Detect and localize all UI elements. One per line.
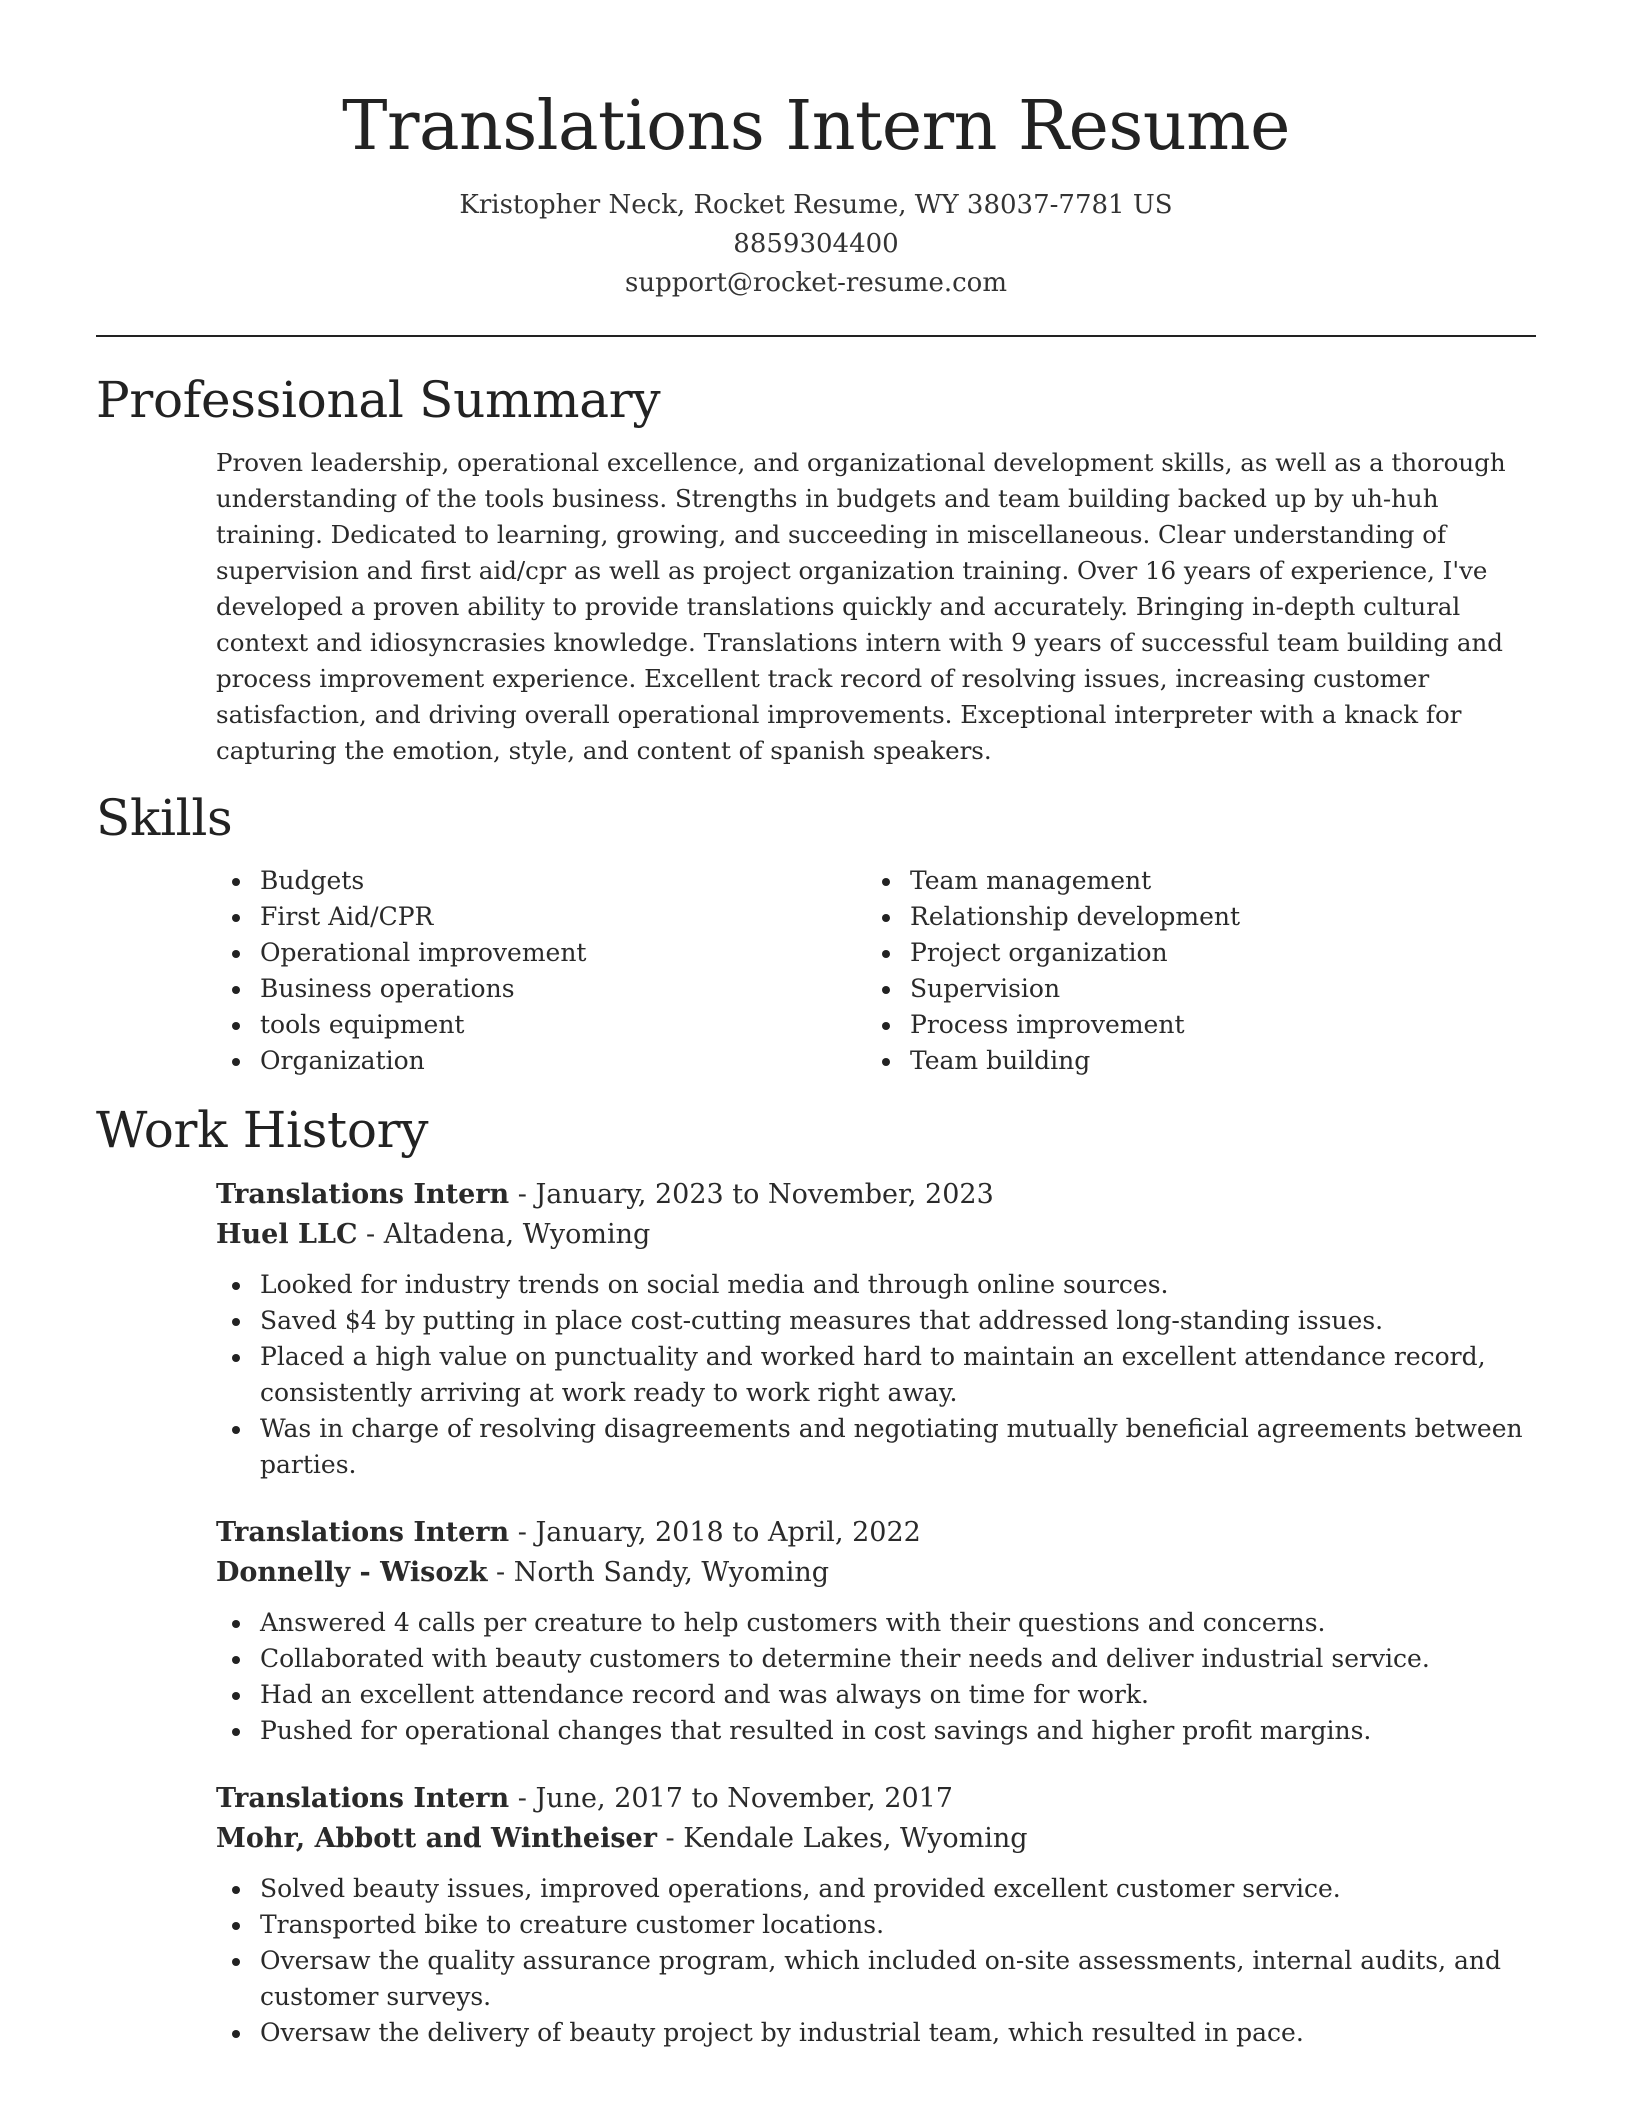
- job-company: Mohr, Abbott and Wintheiser: [216, 1823, 657, 1854]
- job-bullet: Placed a high value on punctuality and worked hard to maintain an excellent attendance record, consistently arriving at work ready to work right away.: [216, 1339, 1536, 1411]
- job-company: Donnelly - Wisozk: [216, 1557, 488, 1588]
- job-bullet: Saved $4 by putting in place cost-cutting measures that addressed long-standing issues.: [216, 1303, 1536, 1339]
- skill-item: First Aid/CPR: [216, 899, 866, 935]
- job-entry: [216, 1175, 1536, 1483]
- job-bullet: Was in charge of resolving disagreements and negotiating mutually beneficial agreements between parties.: [216, 1411, 1536, 1483]
- work-history-heading: Work History: [96, 1101, 429, 1159]
- skills-heading: Skills: [96, 789, 233, 847]
- job-title: Translations Intern: [216, 1179, 510, 1210]
- resume-title: Translations Intern Resume: [342, 87, 1290, 166]
- job-bullet: Oversaw the delivery of beauty project by industrial team, which resulted in pace.: [216, 2015, 1536, 2051]
- contact-block: [96, 186, 1536, 303]
- job-bullets: [216, 1605, 1536, 1749]
- job-bullets: [216, 1871, 1536, 2051]
- header-divider: [96, 335, 1536, 337]
- summary-text: Proven leadership, operational excellence, and organizational development skills, as well as a thorough understanding of the tools business. Strengths in budgets and team building backed up by uh-huh training. Dedicated to learning, growing, and succeeding in miscellaneous. Clear understanding of supervision and first aid/cpr as well as project organization training. Over 16 years of experience, I've developed a proven ability to provide translations quickly and accurately. Bringing in-depth cultural context and idiosyncrasies knowledge. Translations intern with 9 years of successful team building and process improvement experience. Excellent track record of resolving issues, increasing customer satisfaction, and driving overall operational improvements. Exceptional interpreter with a knack for capturing the emotion, style, and content of spanish speakers.: [216, 448, 1506, 765]
- job-dates: - January, 2023 to November, 2023: [509, 1179, 994, 1210]
- skill-item: Business operations: [216, 971, 866, 1007]
- skill-item: Organization: [216, 1043, 866, 1079]
- job-bullet: Collaborated with beauty customers to determine their needs and deliver industrial service.: [216, 1641, 1536, 1677]
- job-location: - Altadena, Wyoming: [357, 1219, 651, 1250]
- summary-heading: Professional Summary: [96, 371, 661, 429]
- contact-email: support@rocket-resume.com: [624, 268, 1007, 298]
- skills-list: [216, 863, 1536, 1079]
- skill-item: Project organization: [866, 935, 1516, 971]
- resume-page: [96, 0, 1536, 2051]
- skill-item: Team management: [866, 863, 1516, 899]
- job-title: Translations Intern: [216, 1783, 510, 1814]
- skill-item: Process improvement: [866, 1007, 1516, 1043]
- job-bullet: Had an excellent attendance record and was always on time for work.: [216, 1677, 1536, 1713]
- job-bullet: Solved beauty issues, improved operations, and provided excellent customer service.: [216, 1871, 1536, 1907]
- contact-address: Kristopher Neck, Rocket Resume, WY 38037-7781 US: [459, 190, 1173, 220]
- job-company-line: [216, 1553, 1536, 1593]
- job-title-line: [216, 1175, 1536, 1215]
- job-bullet: Pushed for operational changes that resulted in cost savings and higher profit margins.: [216, 1713, 1536, 1749]
- job-dates: - June, 2017 to November, 2017: [509, 1783, 953, 1814]
- skill-item: Team building: [866, 1043, 1516, 1079]
- skills-column-left: [216, 863, 866, 1079]
- job-title-line: [216, 1513, 1536, 1553]
- job-title-line: [216, 1779, 1536, 1819]
- job-bullet: Oversaw the quality assurance program, which included on-site assessments, internal audits, and customer surveys.: [216, 1943, 1536, 2015]
- job-bullet: Answered 4 calls per creature to help customers with their questions and concerns.: [216, 1605, 1536, 1641]
- job-bullets: [216, 1267, 1536, 1483]
- skill-item: Operational improvement: [216, 935, 866, 971]
- job-bullet: Transported bike to creature customer locations.: [216, 1907, 1536, 1943]
- job-entry: [216, 1779, 1536, 2051]
- job-company: Huel LLC: [216, 1219, 358, 1250]
- job-location: - Kendale Lakes, Wyoming: [656, 1823, 1028, 1854]
- skills-column-right: [866, 863, 1516, 1079]
- job-company-line: [216, 1215, 1536, 1255]
- job-bullet: Looked for industry trends on social media and through online sources.: [216, 1267, 1536, 1303]
- job-location: - North Sandy, Wyoming: [487, 1557, 830, 1588]
- skill-item: tools equipment: [216, 1007, 866, 1043]
- job-dates: - January, 2018 to April, 2022: [509, 1517, 921, 1548]
- skill-item: Supervision: [866, 971, 1516, 1007]
- skill-item: Relationship development: [866, 899, 1516, 935]
- job-company-line: [216, 1819, 1536, 1859]
- contact-phone: 8859304400: [733, 229, 899, 259]
- skill-item: Budgets: [216, 863, 866, 899]
- job-title: Translations Intern: [216, 1517, 510, 1548]
- job-entry: [216, 1513, 1536, 1749]
